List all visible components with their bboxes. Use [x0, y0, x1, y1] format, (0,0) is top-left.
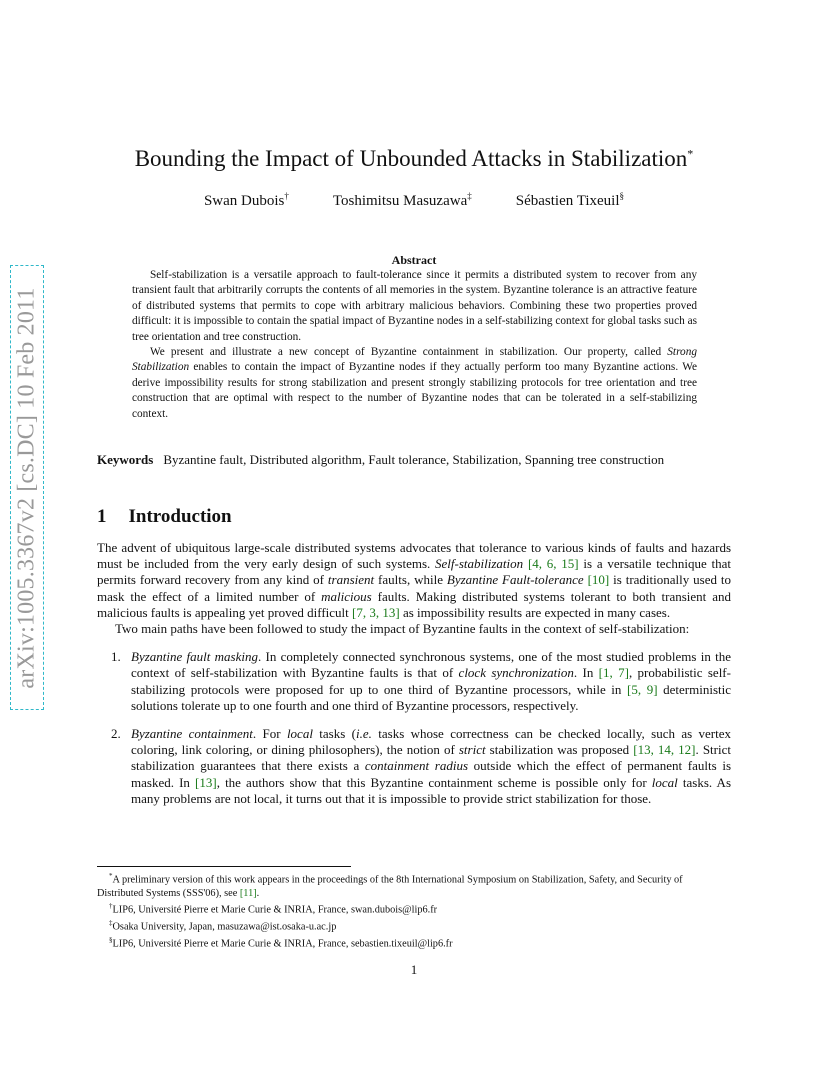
- section-title: Introduction: [128, 506, 232, 527]
- section-number: 1: [97, 506, 107, 527]
- intro-paragraph: The advent of ubiquitous large-scale distributed systems advocates that tolerance to various kinds of faults and hazards must be included from the very early design of such systems. Self-stabilization [4, 6, 15] is a versatile technique that permits forward recovery from any kind of transient faults, while Byzantine Fault-tolerance [10] is traditionally used to mask the effect of a limited number of malicious faults. Making distributed systems tolerant to both transient and malicious faults is appealing yet proved difficult [7, 3, 13] as impossibility results are expected in many cases.: [97, 540, 732, 620]
- page-number: 1: [410, 962, 418, 977]
- abstract-paragraph: We present and illustrate a new concept of Byzantine containment in stabilization. Our property, called Strong Stabilization enables to contain the impact of Byzantine nodes if they actually perform too many Byzantine actions. We derive impossibility results for strong stabilization and present strongly stabilizing protocols for tree orientation and tree construction that are optimal with respect to the number of Byzantine nodes that can be tolerated in a self-stabilizing context.: [132, 346, 697, 420]
- footnote: *A preliminary version of this work appears in the proceedings of the 8th International Symposium on Stabilization, Safety, and Security of Distributed Systems (SSS'06), see [11].: [97, 872, 683, 899]
- keywords-label: Keywords: [97, 452, 154, 467]
- citation-link[interactable]: [11]: [239, 887, 257, 899]
- author: Toshimitsu Masuzawa‡: [332, 191, 472, 209]
- author-footnote-mark[interactable]: ‡: [467, 191, 472, 201]
- section-heading: [97, 506, 232, 528]
- arxiv-stamp[interactable]: [10, 265, 44, 710]
- keywords-text: Byzantine fault, Distributed algorithm, Fault tolerance, Stabilization, Spanning tree construction: [163, 452, 665, 467]
- arxiv-stamp-text: arXiv:1005.3367v2 [cs.DC] 10 Feb 2011: [13, 286, 40, 689]
- footnotes: [97, 870, 731, 951]
- footnote: †LIP6, Université Pierre et Marie Curie & INRIA, France, swan.dubois@lip6.fr: [109, 902, 438, 916]
- paper-title: [0, 146, 828, 172]
- title-footnote-mark[interactable]: *: [687, 146, 694, 161]
- list-item: 1. Byzantine fault masking. In completely connected synchronous systems, one of the most studied problems in the context of self-stabilization with Byzantine faults is that of clock synchronization. In [1, 7], probabilistic self-stabilizing protocols were proposed for up to one third of Byzantine processors, while in [5, 9] deterministic solutions tolerate up to one fourth and one third of Byzantine processors, respectively.: [111, 649, 732, 713]
- citation-link[interactable]: [13, 14, 12]: [633, 742, 696, 758]
- citation-link[interactable]: [13]: [195, 774, 217, 790]
- list-item: 2. Byzantine containment. For local tasks (i.e. tasks whose correctness can be checked locally, such as vertex coloring, link coloring, or dining philosophers), the notion of strict stabilization was proposed [13, 14, 12]. Strict stabilization guarantees that there exists a containment radius outside which the effect of permanent faults is masked. In [13], the authors show that this Byzantine containment scheme is possible only for local tasks. As many problems are not local, it turns out that it is impossible to provide strict stabilization for those.: [111, 726, 732, 806]
- title-text: Bounding the Impact of Unbounded Attacks in Stabilization: [134, 146, 688, 171]
- abstract-heading: Abstract: [391, 253, 437, 267]
- author-footnote-mark[interactable]: †: [284, 191, 289, 201]
- author-list: [0, 191, 828, 210]
- citation-link[interactable]: [1, 7]: [598, 665, 629, 681]
- footnote: §LIP6, Université Pierre et Marie Curie & INRIA, France, sebastien.tixeuil@lip6.fr: [109, 935, 453, 950]
- author-footnote-mark[interactable]: §: [619, 191, 625, 201]
- citation-link[interactable]: [4, 6, 15]: [527, 556, 579, 572]
- citation-link[interactable]: [5, 9]: [627, 681, 658, 697]
- citation-link[interactable]: [7, 3, 13]: [352, 604, 400, 620]
- keywords: [97, 451, 731, 468]
- citation-link[interactable]: [10]: [587, 572, 610, 588]
- abstract-paragraph: Self-stabilization is a versatile approach to fault-tolerance since it permits a distributed system to recover from any transient fault that arbitrarily corrupts the contents of all memories in the system. Byzantine tolerance is an attractive feature of distributed systems that permits to cope with arbitrary malicious behaviors. Combining these two properties proved difficult: it is impossible to contain the spatial impact of Byzantine nodes in a self-stabilizing context for global tasks such as tree orientation and tree construction.: [132, 269, 697, 343]
- footnote: ‡Osaka University, Japan, masuzawa@ist.osaka-u.ac.jp: [109, 919, 337, 933]
- introduction-body: [97, 540, 731, 819]
- enumerated-list: [97, 649, 731, 807]
- abstract-body: [132, 268, 697, 422]
- footnote-rule: [97, 866, 351, 867]
- author: Sébastien Tixeuil§: [515, 191, 625, 209]
- intro-paragraph: Two main paths have been followed to study the impact of Byzantine faults in the context of self-stabilization:: [115, 621, 690, 637]
- author: Swan Dubois†: [203, 191, 289, 209]
